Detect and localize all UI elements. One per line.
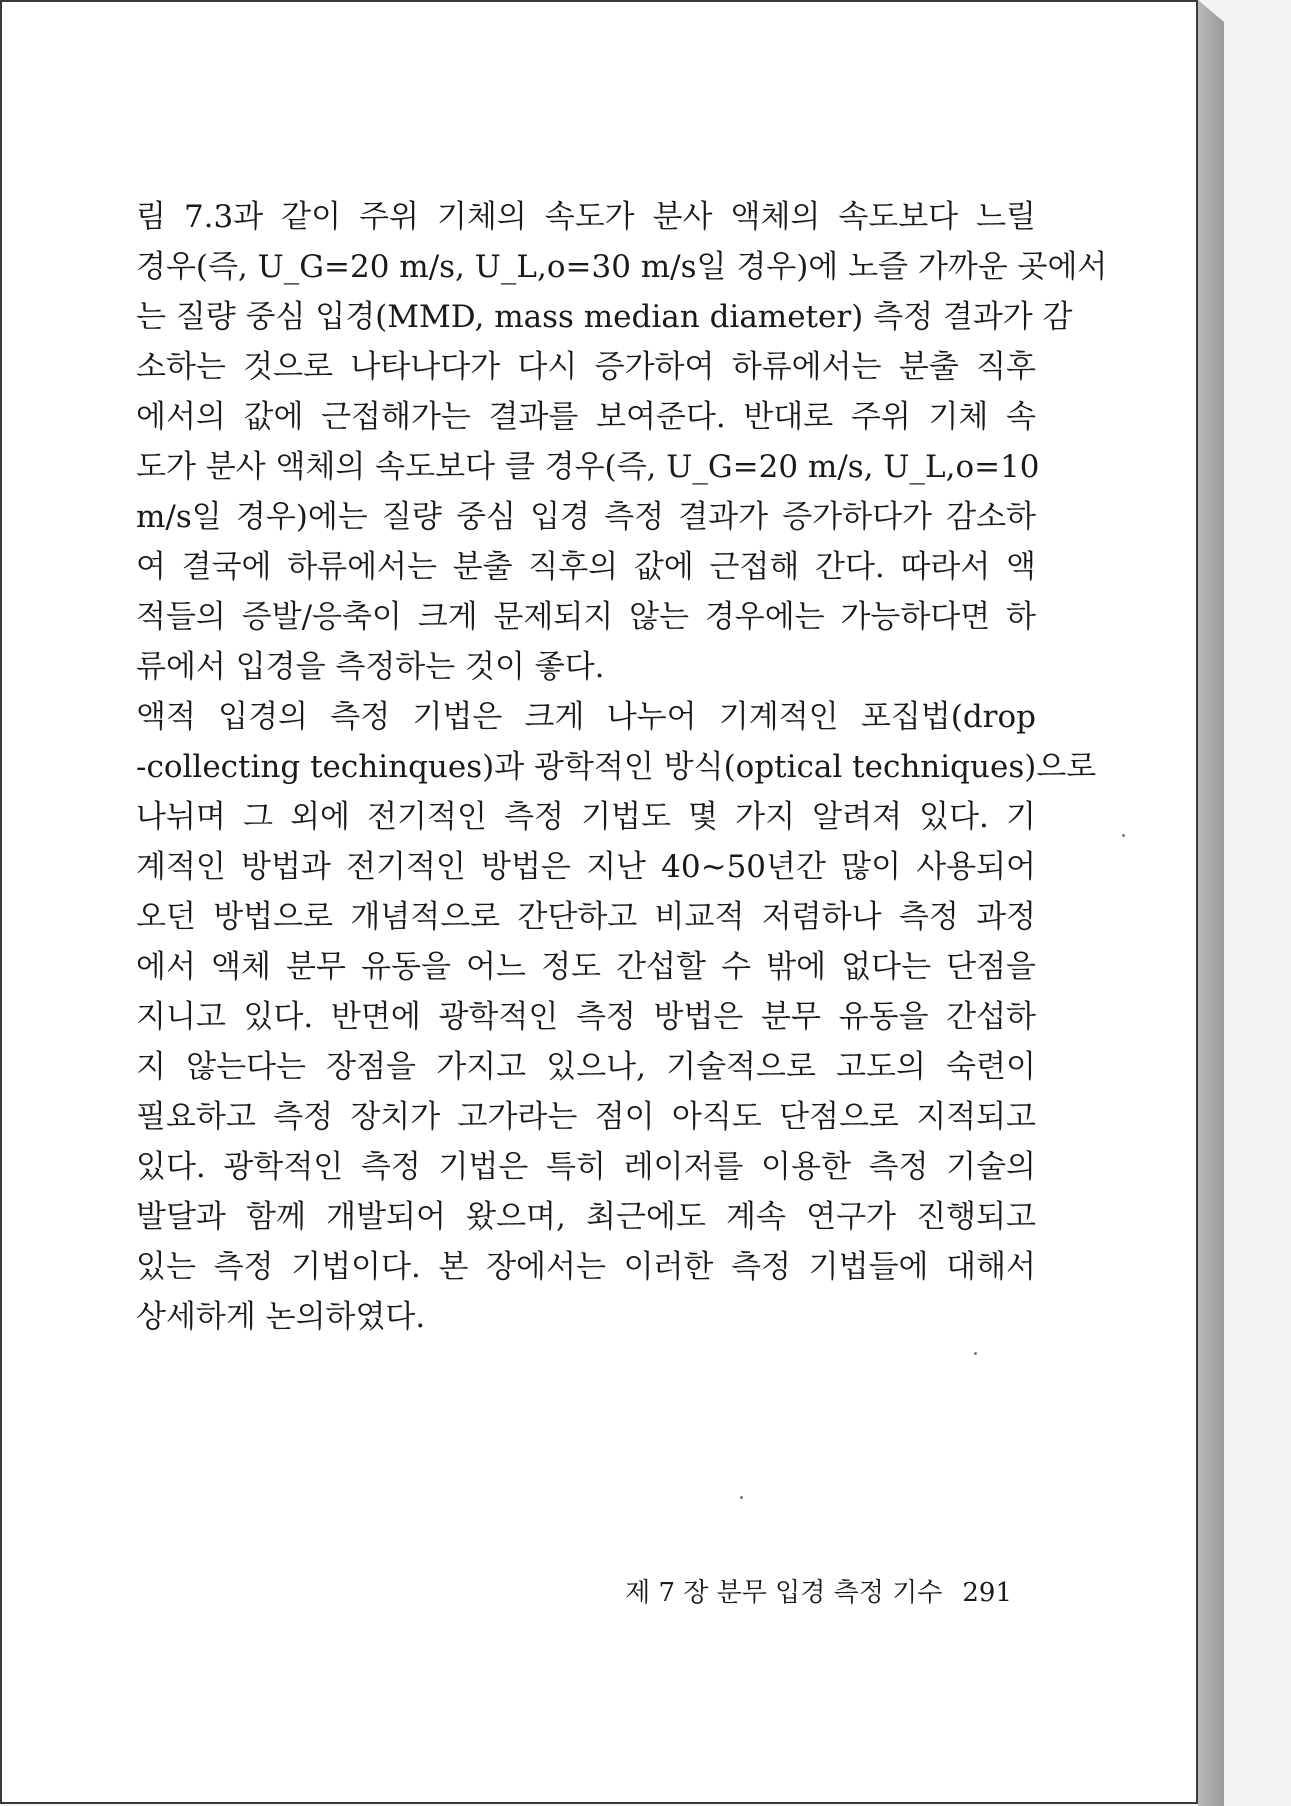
text-line: 나뉘며 그 외에 전기적인 측정 기법도 몇 가지 알려져 있다. 기 (136, 799, 1036, 835)
text-line: 계적인 방법과 전기적인 방법은 지난 40~50년간 많이 사용되어 (136, 849, 1036, 885)
scan-speck (1122, 834, 1125, 837)
scan-speck (974, 1352, 977, 1355)
text-line: 있는 측정 기법이다. 본 장에서는 이러한 측정 기법들에 대해서 (136, 1249, 1036, 1285)
text-line: 경우(즉, U_G=20 m/s, U_L,o=30 m/s일 경우)에 노즐 가까운 곳에서 (136, 249, 1108, 285)
page-footer (612, 1572, 1012, 1612)
chapter-title: 제 7 장 분무 입경 측정 기수 (625, 1578, 943, 1608)
page-number: 291 (962, 1578, 1012, 1608)
page-edge-shadow (1198, 0, 1224, 1806)
text-line: 지 않는다는 장점을 가지고 있으나, 기술적으로 고도의 숙련이 (136, 1049, 1036, 1085)
text-line: 류에서 입경을 측정하는 것이 좋다. (136, 649, 605, 685)
text-line: 는 질량 중심 입경(MMD, mass median diameter) 측정 결과가 감 (136, 299, 1073, 335)
text-line: 필요하고 측정 장치가 고가라는 점이 아직도 단점으로 지적되고 (136, 1099, 1036, 1135)
scan-speck (740, 1496, 743, 1499)
text-line: -collecting techinques)과 광학적인 방식(optical techniques)으로 (136, 749, 1097, 785)
text-line: 여 결국에 하류에서는 분출 직후의 값에 근접해 간다. 따라서 액 (136, 549, 1036, 585)
text-line: 있다. 광학적인 측정 기법은 특히 레이저를 이용한 측정 기술의 (136, 1149, 1036, 1185)
text-line: 도가 분사 액체의 속도보다 클 경우(즉, U_G=20 m/s, U_L,o=10 (136, 449, 1040, 485)
text-line: 지니고 있다. 반면에 광학적인 측정 방법은 분무 유동을 간섭하 (136, 999, 1036, 1035)
body-paragraphs (136, 192, 1108, 1342)
text-line: m/s일 경우)에는 질량 중심 입경 측정 결과가 증가하다가 감소하 (136, 499, 1036, 535)
text-line: 소하는 것으로 나타나다가 다시 증가하여 하류에서는 분출 직후 (136, 349, 1036, 385)
text-line: 림 7.3과 같이 주위 기체의 속도가 분사 액체의 속도보다 느릴 (136, 199, 1036, 235)
text-line: 적들의 증발/응축이 크게 문제되지 않는 경우에는 가능하다면 하 (136, 599, 1036, 635)
text-line: 액적 입경의 측정 기법은 크게 나누어 기계적인 포집법(drop (136, 699, 1036, 735)
text-line: 발달과 함께 개발되어 왔으며, 최근에도 계속 연구가 진행되고 (136, 1199, 1036, 1235)
text-line: 에서의 값에 근접해가는 결과를 보여준다. 반대로 주위 기체 속 (136, 399, 1036, 435)
text-line: 상세하게 논의하였다. (136, 1299, 426, 1335)
text-line: 오던 방법으로 개념적으로 간단하고 비교적 저렴하나 측정 과정 (136, 899, 1036, 935)
text-line: 에서 액체 분무 유동을 어느 정도 간섭할 수 밖에 없다는 단점을 (136, 949, 1036, 985)
